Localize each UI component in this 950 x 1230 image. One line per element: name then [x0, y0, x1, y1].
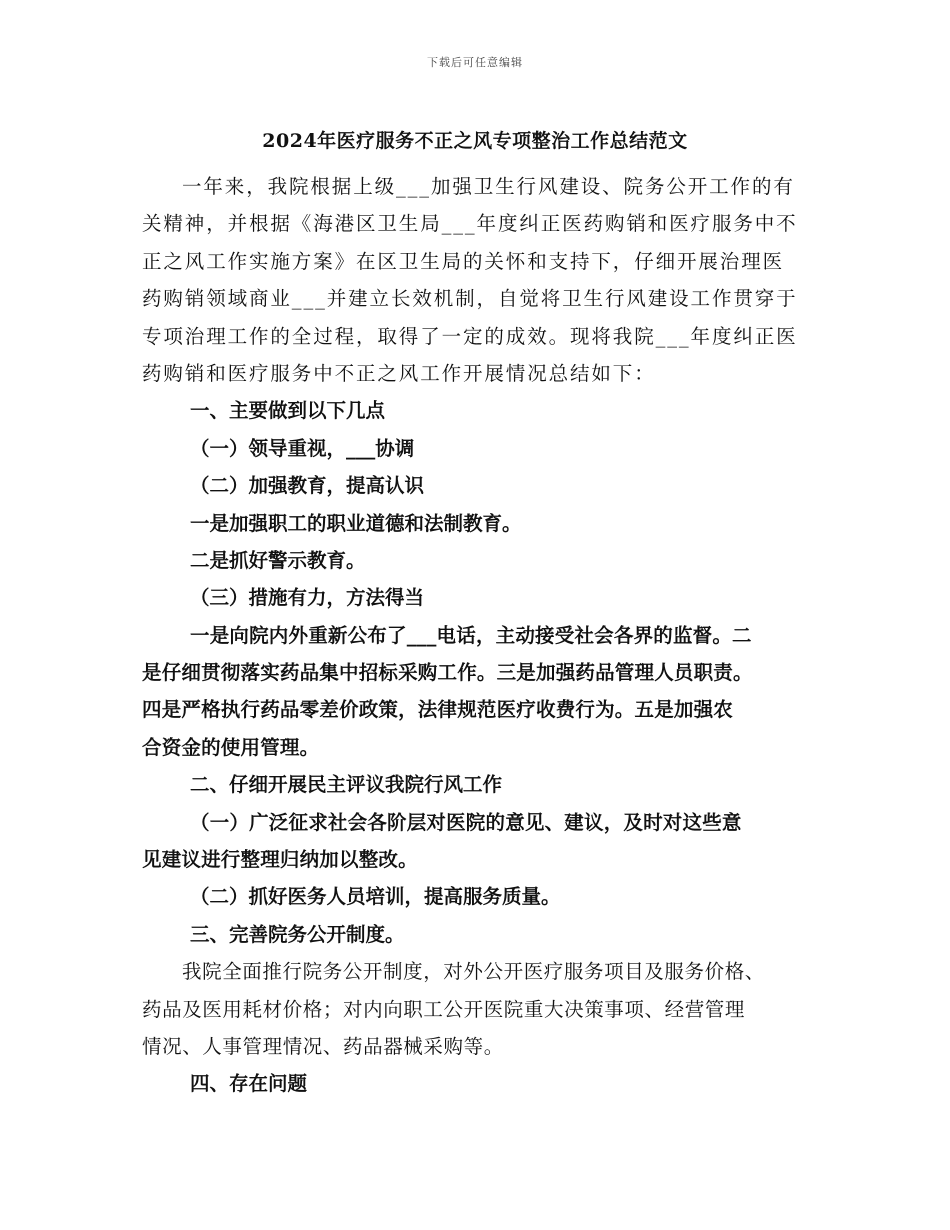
paragraph-line: 药购销领域商业___并建立长效机制，自觉将卫生行风建设工作贯穿于 [142, 287, 798, 311]
paragraph-line: 我院全面推行院务公开制度，对外公开医疗服务项目及服务价格、 [182, 960, 765, 984]
paragraph-line: 药购销和医疗服务中不正之风工作开展情况总结如下： [142, 361, 656, 385]
bold-paragraph-line: 是仔细贯彻落实药品集中招标采购工作。三是加强药品管理人员职责。 [142, 661, 753, 685]
section-heading: 二、仔细开展民主评议我院行风工作 [190, 773, 503, 797]
paragraph-line: 正之风工作实施方案》在区卫生局的关怀和支持下，仔细开展治理医 [142, 249, 785, 273]
subsection-heading: （一）领导重视，___协调 [190, 436, 415, 460]
document-title: 2024年医疗服务不正之风专项整治工作总结范文 [262, 130, 688, 152]
paragraph-line: 一年来，我院根据上级___加强卫生行风建设、院务公开工作的有 [182, 175, 795, 198]
paragraph-line: 药品及医用耗材价格；对内向职工公开医院重大决策事项、经营管理 [142, 997, 746, 1021]
bold-paragraph-line: 二是抓好警示教育。 [190, 548, 366, 572]
bold-paragraph-line: 一是加强职工的职业道德和法制教育。 [190, 511, 522, 535]
bold-paragraph-line: 四是严格执行药品零差价政策，法律规范医疗收费行为。五是加强农 [142, 698, 734, 722]
paragraph-line: 关精神，并根据《海港区卫生局___年度纠正医药购销和医疗服务中不 [142, 212, 798, 236]
bold-paragraph-line: （二）抓好医务人员培训，提高服务质量。 [190, 885, 561, 909]
header-note: 下载后可任意编辑 [427, 56, 523, 69]
bold-paragraph-line: 合资金的使用管理。 [142, 735, 320, 759]
paragraph-line: 情况、人事管理情况、药品器械采购等。 [142, 1034, 504, 1058]
section-heading: 四、存在问题 [190, 1072, 308, 1096]
section-heading: 三、完善院务公开制度。 [190, 922, 405, 946]
section-heading: 一、主要做到以下几点 [190, 399, 386, 423]
bold-paragraph-line: 见建议进行整理归纳加以整改。 [142, 848, 418, 872]
document-body [142, 168, 812, 1103]
subsection-heading: （二）加强教育，提高认识 [190, 474, 425, 498]
subsection-heading: （三）措施有力，方法得当 [190, 586, 425, 610]
bold-paragraph-line: 一是向院内外重新公布了___电话，主动接受社会各界的监督。二 [190, 623, 752, 647]
bold-paragraph-line: （一）广泛征求社会各阶层对医院的意见、建议，及时对这些意 [190, 810, 742, 834]
paragraph-line: 专项治理工作的全过程，取得了一定的成效。现将我院___年度纠正医 [142, 324, 798, 348]
